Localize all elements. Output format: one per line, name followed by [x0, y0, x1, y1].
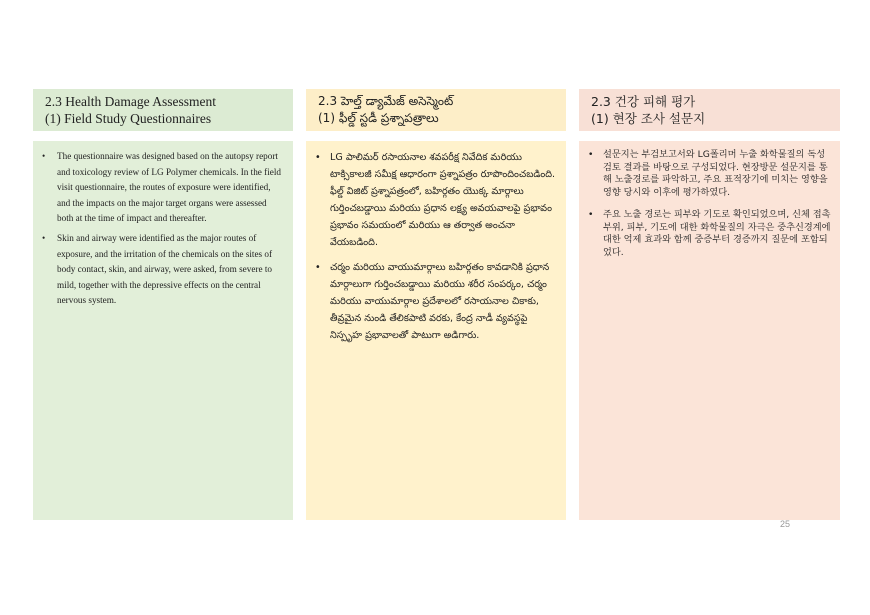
telugu-bullet-text: LG పాలిమర్ రసాయనాల శవపరీక్ష నివేదిక మరియు టాక్సికాలజీ సమీక్ష ఆధారంగా ప్రశ్నాపత్రం రూపొందించబడింది. ఫీల్డ్ విజిట్ ప్రశ్నాపత్రంలో, బహిర్గతం యొక్క మార్గాలు గుర్తించబడ్డాయి మరియు ప్రధాన లక్ష్య అవయవాలపై ప్రభావం ప్రభావం సమయంలో మరియు ఆ తర్వాత అంచనా వేయబడింది.: [330, 152, 556, 248]
english-heading-title: 2.3 Health Damage Assessment: [45, 94, 216, 109]
telugu-bullet-text: చర్మం మరియు వాయుమార్గాలు బహిర్గతం కావడానికి ప్రధాన మార్గాలుగా గుర్తించబడ్డాయి మరియు శరీర సంపర్కం, చర్మం మరియు వాయుమార్గాల ప్రదేశాలలో రసాయనాల చికాకు, తీవ్రమైన నుండి తేలికపాటి వరకు, కేంద్ర నాడీ వ్యవస్థపై నిస్పృహ ప్రభావాలతో పాటుగా అడిగారు.: [330, 262, 550, 341]
english-bullet-item: [39, 231, 285, 309]
english-bullet-text: Skin and airway were identified as the major routes of exposure, and the irritation of the chemicals on the sites of body contact, skin, and airway, were asked, from severe to mild, together with the depressive effects on the central nervous system.: [57, 232, 273, 306]
telugu-column: [306, 89, 566, 341]
telugu-body: [306, 141, 566, 520]
korean-bullet-text: 주요 노출 경로는 피부와 기도로 확인되었으며, 신체 접촉 부위, 피부, 기도에 대한 화학물질의 자극은 중추신경계에 대한 억제 효과와 함께 중증부터 경증까지 질문에 포함되었다.: [603, 209, 831, 258]
english-bullet-list: [39, 149, 285, 309]
english-heading: [33, 89, 293, 131]
bullet-icon: •: [588, 149, 594, 160]
telugu-bullet-list: [312, 149, 558, 344]
english-bullet-item: [39, 149, 285, 227]
telugu-bullet-item: [312, 149, 558, 251]
telugu-bullet-item: [312, 259, 558, 344]
korean-bullet-list: [585, 149, 832, 259]
telugu-heading-subtitle: (1) ఫీల్డ్ స్టడీ ప్రశ్నాపత్రాలు: [318, 111, 439, 125]
english-column: [33, 89, 293, 306]
korean-heading-subtitle: (1) 현장 조사 설문지: [591, 111, 706, 126]
english-bullet-text: The questionnaire was designed based on the autopsy report and toxicology review of LG Polymer chemicals. In the field visit questionnaire, the routes of exposure were identified, and the impacts on the major target organs were assessed both at the time of impact and thereafter.: [57, 151, 282, 224]
telugu-heading: [306, 89, 566, 131]
korean-column: [579, 89, 840, 258]
english-body: [33, 141, 293, 520]
korean-bullet-text: 설문지는 부검보고서와 LG폴리머 누출 화학물질의 독성검토 결과를 바탕으로 구성되었다. 현장방문 설문지를 통해 노출경로를 파악하고, 주요 표적장기에 미치는 영향을 영향 당시와 이후에 평가하였다.: [603, 149, 828, 198]
page-number: 25: [780, 519, 791, 529]
bullet-icon: •: [315, 262, 321, 273]
korean-bullet-item: [585, 209, 832, 259]
bullet-icon: •: [42, 151, 46, 161]
telugu-heading-title: 2.3 హెల్త్ డ్యామేజ్ అసెస్మెంట్: [318, 94, 454, 108]
korean-body: [579, 141, 840, 520]
english-heading-subtitle: (1) Field Study Questionnaires: [45, 111, 212, 126]
korean-heading: [579, 89, 840, 131]
korean-bullet-item: [585, 149, 832, 199]
bullet-icon: •: [42, 232, 46, 243]
bullet-icon: •: [315, 152, 321, 163]
korean-heading-title: 2.3 건강 피해 평가: [591, 94, 696, 109]
bullet-icon: •: [588, 209, 594, 220]
